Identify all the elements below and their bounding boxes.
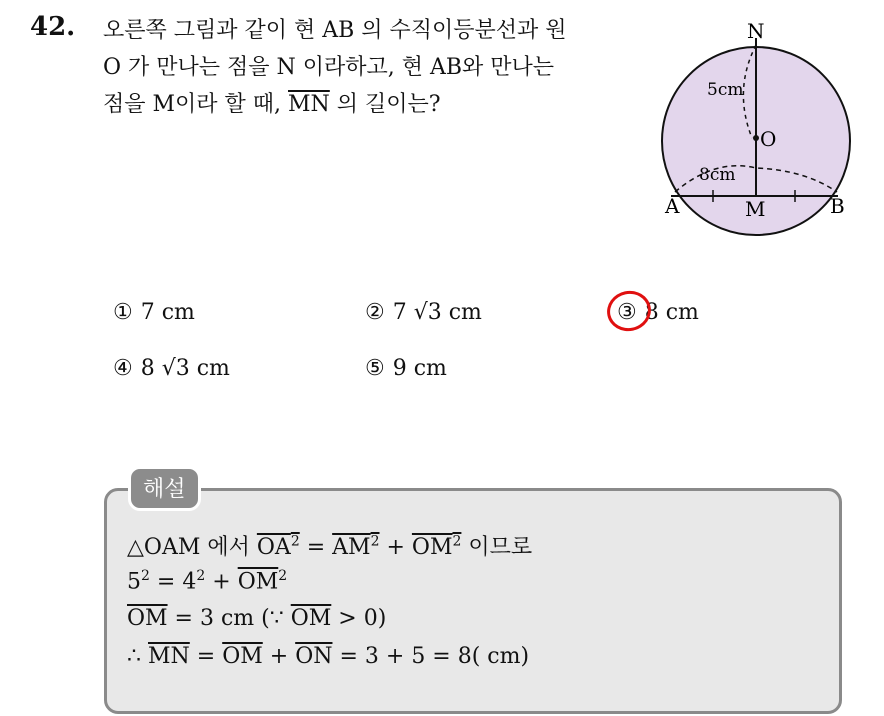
choice-4-number: ④ xyxy=(113,356,133,381)
sol1-am-text: AM xyxy=(332,535,371,560)
solution-line-4 xyxy=(127,644,529,669)
label-b: B xyxy=(830,194,845,218)
sol3-post: > 0) xyxy=(331,606,387,631)
label-n: N xyxy=(747,20,765,43)
sol2-pre: 5 xyxy=(127,569,141,595)
sol1-oa-text: OA xyxy=(256,535,291,560)
solution-line-3 xyxy=(127,606,386,631)
sol2-mid: = 4 xyxy=(149,569,197,595)
circle-figure xyxy=(655,20,860,245)
sol4-plus: + xyxy=(262,644,296,669)
question-line-3-pre: 점을 M이라 할 때, xyxy=(103,92,289,117)
sol4-on: $\overline{ON}$ xyxy=(295,644,333,669)
choice-5-number: ⑤ xyxy=(365,356,385,381)
choice-3-number: ③ xyxy=(617,300,637,325)
choice-2[interactable] xyxy=(365,300,482,325)
center-point xyxy=(753,135,759,141)
solution-line-1 xyxy=(127,530,532,561)
sol2-sq3: 2 xyxy=(278,568,288,584)
answer-mark-circle xyxy=(603,287,654,335)
sol2-sq1: 2 xyxy=(141,568,150,584)
half-chord-label: 8cm xyxy=(699,165,736,185)
label-o: O xyxy=(760,127,777,151)
question-line-1: 오른쪽 그림과 같이 현 AB 의 수직이등분선과 원 xyxy=(103,18,567,43)
sol2-plus: + xyxy=(205,569,238,595)
sol1-om xyxy=(412,535,461,560)
question-line-2: O 가 만나는 점을 N 이라하고, 현 AB와 만나는 xyxy=(103,55,555,80)
sol3-om2: $\overline{OM}$ xyxy=(290,606,332,631)
sol4-pre: ∴ xyxy=(127,644,148,669)
segment-mn: $\overline{MN}$ xyxy=(288,92,330,117)
question-line-3-post: 의 길이는? xyxy=(329,92,441,117)
sol3-om: $\overline{OM}$ xyxy=(127,606,168,631)
sol1-pre: △OAM 에서 xyxy=(127,535,257,560)
sol4-mn: $\overline{MN}$ xyxy=(148,644,190,669)
label-a: A xyxy=(665,194,680,218)
choice-4-text: 8 √3 cm xyxy=(140,356,230,381)
radius-label: 5cm xyxy=(707,80,744,100)
solution-box xyxy=(104,488,842,714)
sol2-sq2: 2 xyxy=(196,568,206,584)
sol1-post: 이므로 xyxy=(461,535,533,560)
label-m: M xyxy=(745,197,766,221)
sol1-om-sq: 2 xyxy=(452,533,462,550)
sol4-om: $\overline{OM}$ xyxy=(222,644,263,669)
sol4-eq: = xyxy=(189,644,223,669)
sol1-om-text: OM xyxy=(411,535,453,560)
sol1-am xyxy=(332,535,379,560)
question-text xyxy=(103,12,643,123)
choice-5-text: 9 cm xyxy=(392,356,447,381)
sol1-oa-sq: 2 xyxy=(290,533,300,550)
sol1-plus: + xyxy=(379,535,412,560)
solution-tag: 해설 xyxy=(128,466,201,511)
choice-1-number: ① xyxy=(113,300,133,325)
choice-2-number: ② xyxy=(365,300,385,325)
choice-4[interactable] xyxy=(113,356,230,381)
choice-1-text: 7 cm xyxy=(140,300,195,325)
sol1-oa xyxy=(257,535,300,560)
choice-3-text: 8 cm xyxy=(644,300,699,325)
solution-line-2 xyxy=(127,568,287,594)
question-number: 42. xyxy=(30,12,76,42)
choice-2-text: 7 √3 cm xyxy=(392,300,482,325)
question-line-3 xyxy=(103,86,643,123)
sol1-eq: = xyxy=(299,535,333,560)
choice-1[interactable] xyxy=(113,300,195,325)
sol1-am-sq: 2 xyxy=(370,533,380,550)
sol3-mid: = 3 cm (∵ xyxy=(167,606,291,631)
sol4-post: = 3 + 5 = 8( cm) xyxy=(332,644,530,669)
sol2-om: $\overline{OM}$ xyxy=(237,569,279,595)
choice-5[interactable] xyxy=(365,356,447,381)
